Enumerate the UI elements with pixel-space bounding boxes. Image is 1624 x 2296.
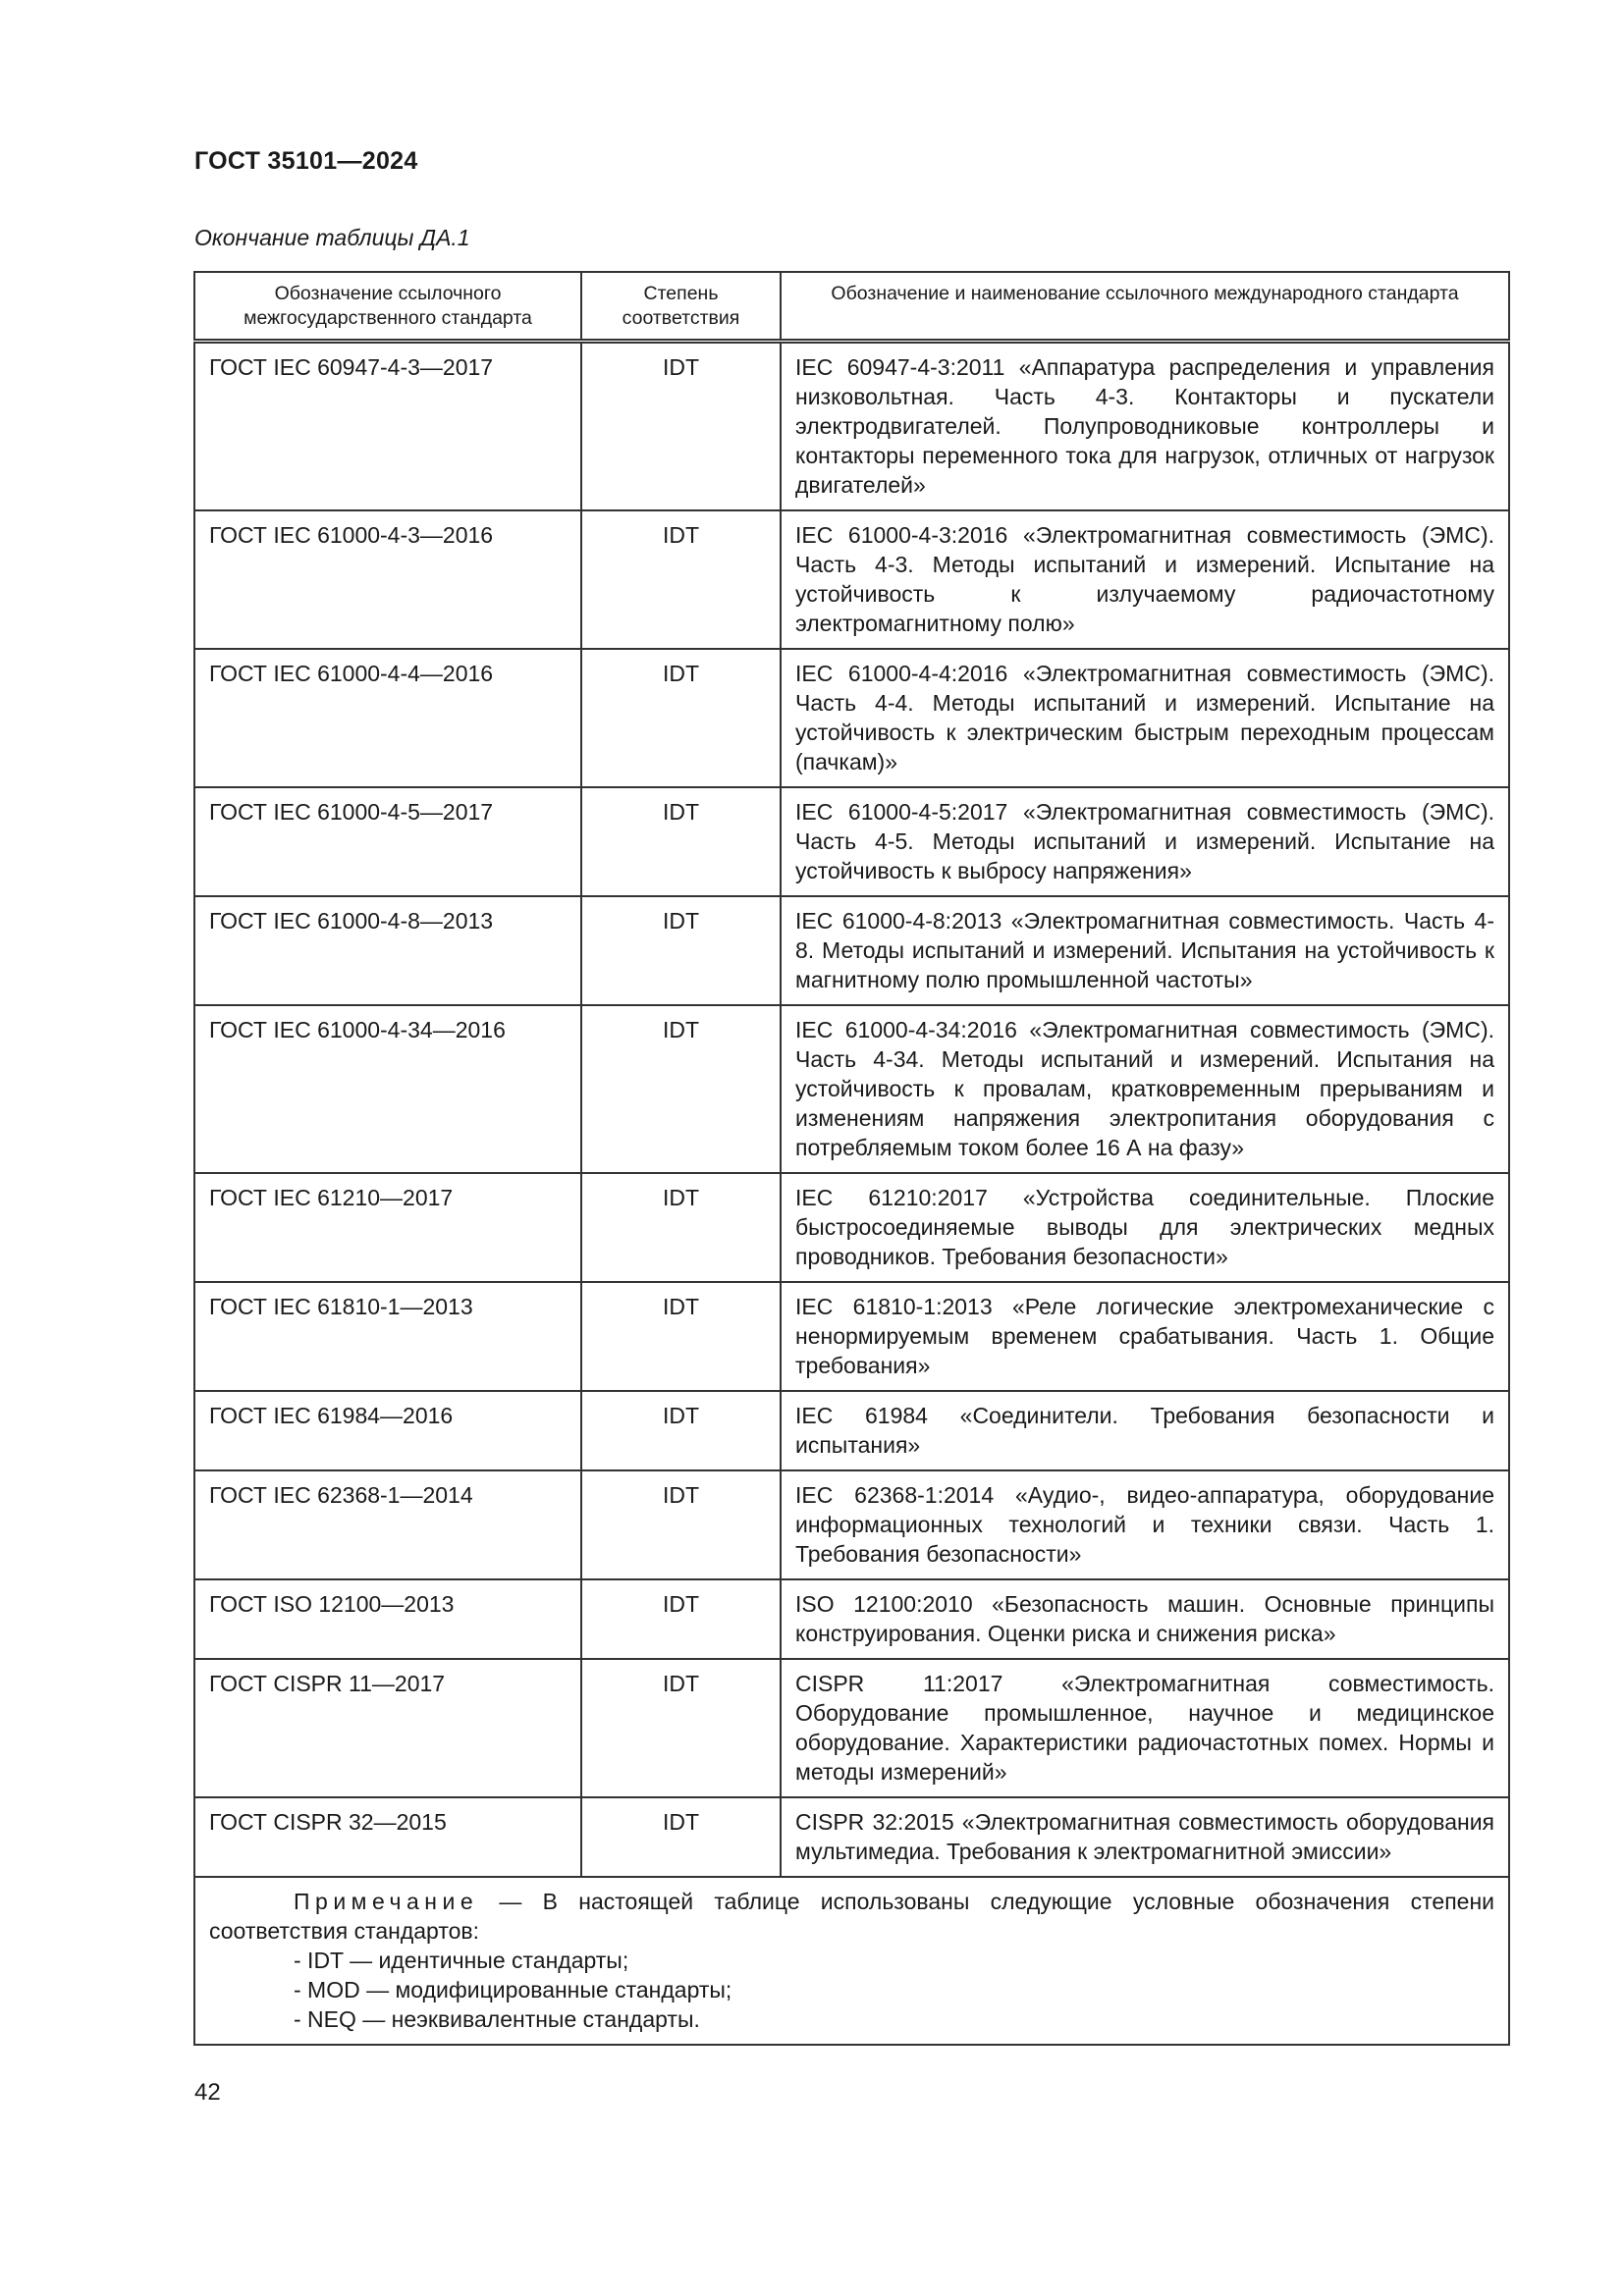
note-lead xyxy=(209,1887,1494,1946)
table-row xyxy=(194,1391,1509,1470)
gost-designation-cell: ГОСТ IEC 61000-4-5—2017 xyxy=(194,787,581,896)
table-row xyxy=(194,1579,1509,1659)
table-row xyxy=(194,1282,1509,1391)
document-header: ГОСТ 35101—2024 xyxy=(194,147,418,175)
table-row xyxy=(194,1470,1509,1579)
note-label: Примечание xyxy=(294,1889,479,1914)
conformity-degree-cell: IDT xyxy=(581,1173,781,1282)
note-item-idt: - IDT — идентичные стандарты; xyxy=(294,1948,629,1973)
page-number: 42 xyxy=(194,2079,221,2106)
table-row xyxy=(194,1797,1509,1877)
international-standard-cell: CISPR 11:2017 «Электромагнитная совместимость. Оборудование промышленное, научное и медицинское оборудование. Характеристики радиочастотных помех. Нормы и методы измерений» xyxy=(781,1659,1509,1797)
conformity-degree-cell: IDT xyxy=(581,1282,781,1391)
international-standard-cell: IEC 62368-1:2014 «Аудио-, видео-аппаратура, оборудование информационных технологий и техники связи. Часть 1. Требования безопасности» xyxy=(781,1470,1509,1579)
table-row xyxy=(194,649,1509,787)
note-text: — В настоящей таблице использованы следующие условные обозначения степени соответствия стандартов: xyxy=(209,1889,1494,1944)
gost-designation-cell: ГОСТ IEC 61210—2017 xyxy=(194,1173,581,1282)
note-cell xyxy=(194,1877,1509,2045)
international-standard-cell: IEC 61000-4-8:2013 «Электромагнитная совместимость. Часть 4-8. Методы испытаний и измерений. Испытания на устойчивость к магнитному полю промышленной частоты» xyxy=(781,896,1509,1005)
international-standard-cell: IEC 61210:2017 «Устройства соединительные. Плоские быстросоединяемые выводы для электрических медных проводников. Требования безопасности» xyxy=(781,1173,1509,1282)
gost-designation-cell: ГОСТ CISPR 32—2015 xyxy=(194,1797,581,1877)
conformity-degree-cell: IDT xyxy=(581,1797,781,1877)
table-header-row xyxy=(194,272,1509,342)
gost-designation-cell: ГОСТ IEC 60947-4-3—2017 xyxy=(194,342,581,511)
gost-designation-cell: ГОСТ IEC 61000-4-34—2016 xyxy=(194,1005,581,1173)
conformity-degree-cell: IDT xyxy=(581,649,781,787)
gost-designation-cell: ГОСТ IEC 61984—2016 xyxy=(194,1391,581,1470)
gost-designation-cell: ГОСТ IEC 61000-4-3—2016 xyxy=(194,510,581,649)
note-row xyxy=(194,1877,1509,2045)
table-row xyxy=(194,1659,1509,1797)
gost-designation-cell: ГОСТ IEC 61000-4-8—2013 xyxy=(194,896,581,1005)
table-body xyxy=(194,342,1509,1878)
international-standard-cell: IEC 60947-4-3:2011 «Аппаратура распределения и управления низковольтная. Часть 4-3. Контакторы и пускатели электродвигателей. Полупроводниковые контроллеры и контакторы переменного тока для нагрузок, отличных от нагрузок двигателей» xyxy=(781,342,1509,511)
conformity-degree-cell: IDT xyxy=(581,896,781,1005)
gost-designation-cell: ГОСТ IEC 62368-1—2014 xyxy=(194,1470,581,1579)
international-standard-cell: ISO 12100:2010 «Безопасность машин. Основные принципы конструирования. Оценки риска и снижения риска» xyxy=(781,1579,1509,1659)
header-gost: Обозначение ссылочного межгосударственного стандарта xyxy=(194,272,581,342)
conformity-degree-cell: IDT xyxy=(581,1470,781,1579)
table-caption: Окончание таблицы ДА.1 xyxy=(194,225,470,250)
conformity-degree-cell: IDT xyxy=(581,1391,781,1470)
table-row xyxy=(194,342,1509,511)
header-intl: Обозначение и наименование ссылочного международного стандарта xyxy=(781,272,1509,342)
table-row xyxy=(194,510,1509,649)
international-standard-cell: IEC 61984 «Соединители. Требования безопасности и испытания» xyxy=(781,1391,1509,1470)
table-row xyxy=(194,896,1509,1005)
conformity-degree-cell: IDT xyxy=(581,1005,781,1173)
reference-standards-table xyxy=(193,271,1510,2046)
conformity-degree-cell: IDT xyxy=(581,1659,781,1797)
table-row xyxy=(194,1005,1509,1173)
header-degree: Степень соответствия xyxy=(581,272,781,342)
conformity-degree-cell: IDT xyxy=(581,787,781,896)
note-item-mod: - MOD — модифицированные стандарты; xyxy=(294,1977,732,2002)
table-row xyxy=(194,787,1509,896)
conformity-degree-cell: IDT xyxy=(581,510,781,649)
international-standard-cell: IEC 61810-1:2013 «Реле логические электромеханические с ненормируемым временем срабатывания. Часть 1. Общие требования» xyxy=(781,1282,1509,1391)
table-row xyxy=(194,1173,1509,1282)
international-standard-cell: IEC 61000-4-4:2016 «Электромагнитная совместимость (ЭМС). Часть 4-4. Методы испытаний и измерений. Испытание на устойчивость к электрическим быстрым переходным процессам (пачкам)» xyxy=(781,649,1509,787)
gost-designation-cell: ГОСТ CISPR 11—2017 xyxy=(194,1659,581,1797)
note-item-neq: - NEQ — неэквивалентные стандарты. xyxy=(294,2006,700,2032)
international-standard-cell: IEC 61000-4-34:2016 «Электромагнитная совместимость (ЭМС). Часть 4-34. Методы испытаний и измерений. Испытания на устойчивость к провалам, кратковременным прерываниям и изменениям напряжения электропитания оборудования с потребляемым током более 16 А на фазу» xyxy=(781,1005,1509,1173)
international-standard-cell: IEC 61000-4-5:2017 «Электромагнитная совместимость (ЭМС). Часть 4-5. Методы испытаний и измерений. Испытание на устойчивость к выбросу напряжения» xyxy=(781,787,1509,896)
note-list xyxy=(209,1946,1494,2034)
gost-designation-cell: ГОСТ IEC 61000-4-4—2016 xyxy=(194,649,581,787)
gost-designation-cell: ГОСТ IEC 61810-1—2013 xyxy=(194,1282,581,1391)
gost-designation-cell: ГОСТ ISO 12100—2013 xyxy=(194,1579,581,1659)
conformity-degree-cell: IDT xyxy=(581,342,781,511)
international-standard-cell: IEC 61000-4-3:2016 «Электромагнитная совместимость (ЭМС). Часть 4-3. Методы испытаний и измерений. Испытание на устойчивость к излучаемому радиочастотному электромагнитному полю» xyxy=(781,510,1509,649)
international-standard-cell: CISPR 32:2015 «Электромагнитная совместимость оборудования мультимедиа. Требования к электромагнитной эмиссии» xyxy=(781,1797,1509,1877)
conformity-degree-cell: IDT xyxy=(581,1579,781,1659)
